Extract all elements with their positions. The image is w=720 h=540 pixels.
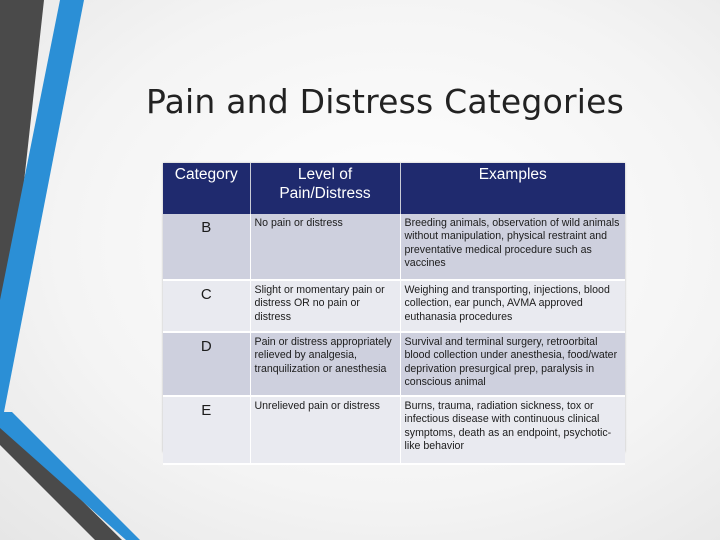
examples-cell: Survival and terminal surgery, retroorbital blood collection under anesthesia, food/water deprivation presurgical prep, paralysis in conscious animal [400,332,625,396]
table-row [163,396,625,464]
blue-stripe-bottom [0,412,140,540]
examples-cell: Weighing and transporting, injections, blood collection, ear punch, AVMA approved euthanasia procedures [400,280,625,332]
level-cell: Pain or distress appropriately relieved by analgesia, tranquilization or anesthesia [250,332,400,396]
level-cell: No pain or distress [250,214,400,280]
column-header-examples: Examples [400,163,625,214]
category-cell: D [163,332,250,396]
category-cell: E [163,396,250,464]
slide-title: Pain and Distress Categories [146,82,624,121]
table-header-row [163,163,625,214]
level-cell: Unrelieved pain or distress [250,396,400,464]
table-row [163,280,625,332]
category-cell: C [163,280,250,332]
examples-cell: Breeding animals, observation of wild animals without manipulation, physical restraint and preventative medical procedure such as vaccines [400,214,625,280]
categories-table-container [163,163,625,452]
table-row [163,214,625,280]
level-cell: Slight or momentary pain or distress OR no pain or distress [250,280,400,332]
examples-cell: Burns, trauma, radiation sickness, tox or infectious disease with continuous clinical symptoms, death as an endpoint, psychotic-like behavior [400,396,625,464]
categories-table [163,163,625,465]
column-header-category: Category [163,163,250,214]
table-row [163,332,625,396]
category-cell: B [163,214,250,280]
column-header-level: Level of Pain/Distress [250,163,400,214]
